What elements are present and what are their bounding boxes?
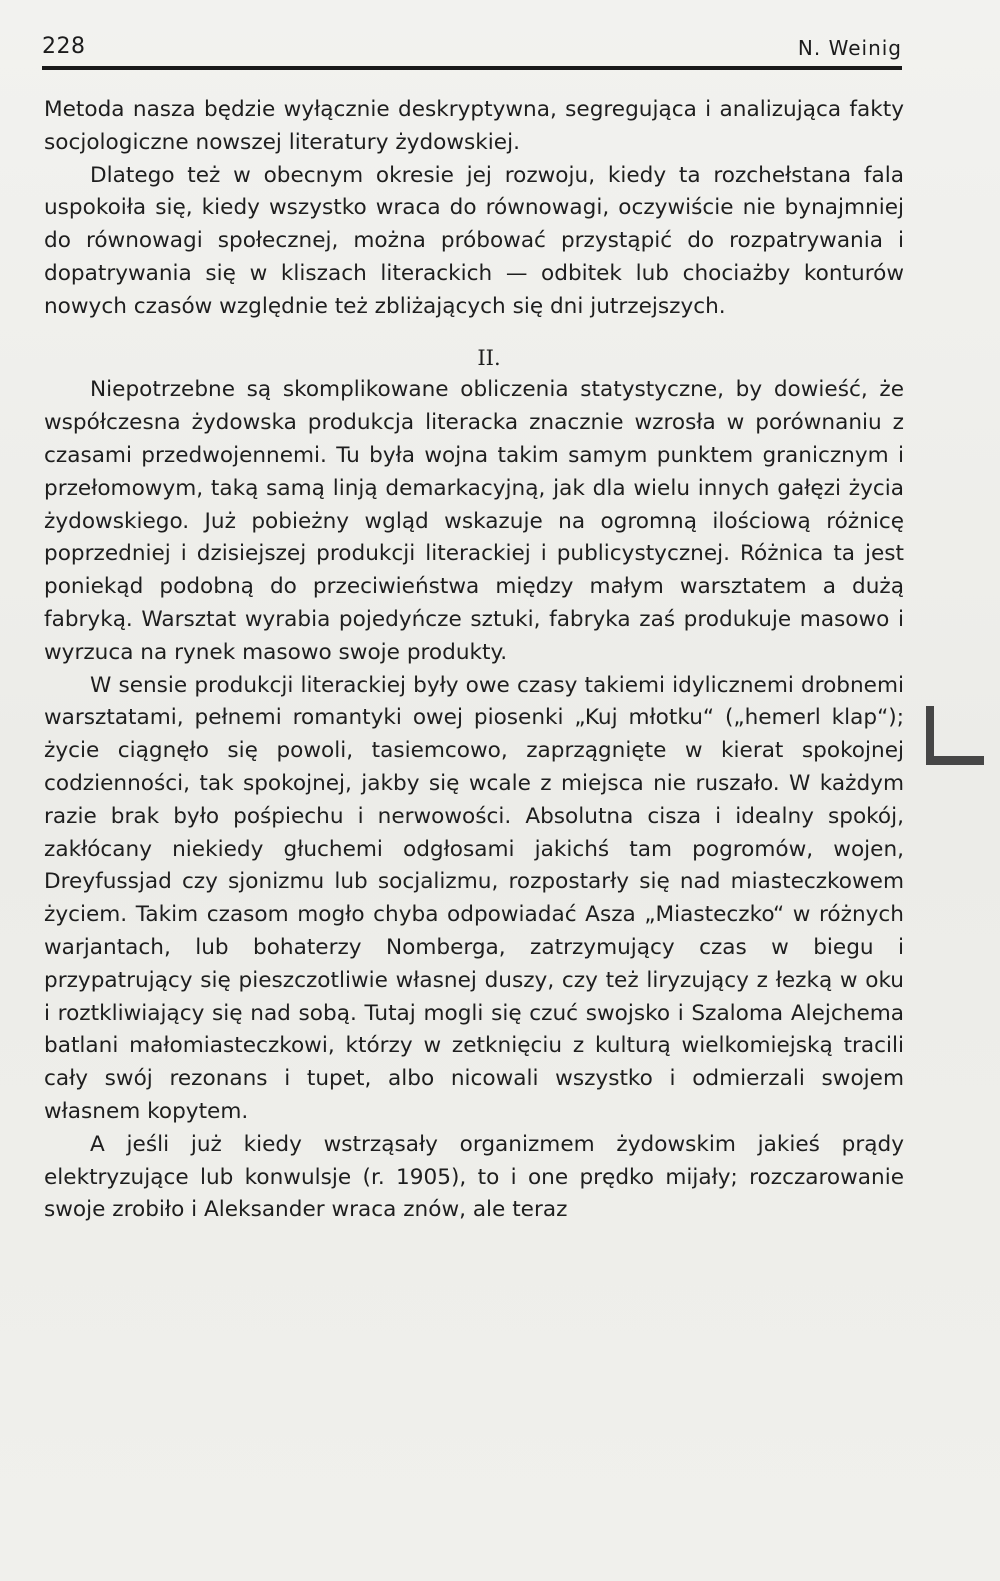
- paragraph: Dlatego też w obecnym okresie jej rozwoju, kiedy ta rozchełstana fala uspokoiła się, kiedy wszystko wraca do równowagi, oczywiście nie bynajmniej do równowagi społecznej, można próbować przystąpić do rozpatrywania i dopatrywania się w kliszach literackich — odbitek lub chociażby konturów nowych czasów względnie też zbliżających się dni jutrzejszych.: [44, 162, 904, 319]
- section-heading: II.: [477, 345, 501, 370]
- ink-bleed-horizontal: [926, 756, 984, 765]
- running-head-author: N. Weinig: [797, 36, 902, 60]
- ink-bleed-mark: [920, 700, 990, 780]
- ink-bleed-vertical: [926, 706, 934, 762]
- paragraph: Metoda nasza będzie wyłącznie deskryptywna, segregująca i analizująca fakty socjologiczne nowszej literatury żydowskiej.: [44, 97, 904, 155]
- paragraph: Niepotrzebne są skomplikowane obliczenia statystyczne, by dowieść, że współczesna żydowska produkcja literacka znacznie wzrosła w porównaniu z czasami przedwojennemi. Tu była wojna takim samym punktem granicznym i przełomowym, taką samą linją demarkacyjną, jak dla wielu innych gałęzi życia żydowskiego. Już pobieżny wgląd wskazuje na ogromną ilościową różnicę poprzedniej i dzisiejszej produkcji literackiej i publicystycznej. Różnica ta jest poniekąd podobną do przeciwieństwa między małym warsztatem a dużą fabryką. Warsztat wyrabia pojedyńcze sztuki, fabryka zaś produkuje masowo i wyrzuca na rynek masowo swoje produkty.: [44, 377, 904, 665]
- page-header: [42, 30, 902, 70]
- paragraph: A jeśli już kiedy wstrząsały organizmem żydowskim jakieś prądy elektryzujące lub konwulsje (r. 1905), to i one prędko mijały; rozczarowanie swoje zrobiło i Aleksander wraca znów, ale teraz: [44, 1131, 904, 1223]
- paragraph: W sensie produkcji literackiej były owe czasy takiemi idylicznemi drobnemi warsztatami, pełnemi romantyki owej piosenki „Kuj młotku“ („hemerl klap“); życie ciągnęło się powoli, tasiemcowo, zaprzągnięte w kierat spokojnej codzienności, tak spokojnej, jakby się wcale z miejsca nie ruszało. W każdym razie brak było pośpiechu i nerwowości. Absolutna cisza i idealny spokój, zakłócany niekiedy głuchemi odgłosami jakichś tam pogromów, wojen, Dreyfussjad czy sjonizmu lub socjalizmu, rozpostarły się nad miasteczkowem życiem. Takim czasom mogło chyba odpowiadać Asza „Miasteczko“ w różnych warjantach, lub bohaterzy Nomberga, zatrzymujący czas w biegu i przypatrujący się pieszczotliwie własnej duszy, czy też liryzujący z łezką w oku i roztkliwiający się nad sobą. Tutaj mogli się czuć swojsko i Szaloma Alejchema batlani małomiasteczkowi, którzy w zetknięciu z kulturą wielkomiejską tracili cały swój rezonans i tupet, albo nicowali wszystko i odmierzali swojem własnem kopytem.: [44, 672, 904, 1124]
- header-rule: [42, 66, 902, 70]
- body-text: [44, 94, 904, 1227]
- page-number: 228: [42, 34, 86, 59]
